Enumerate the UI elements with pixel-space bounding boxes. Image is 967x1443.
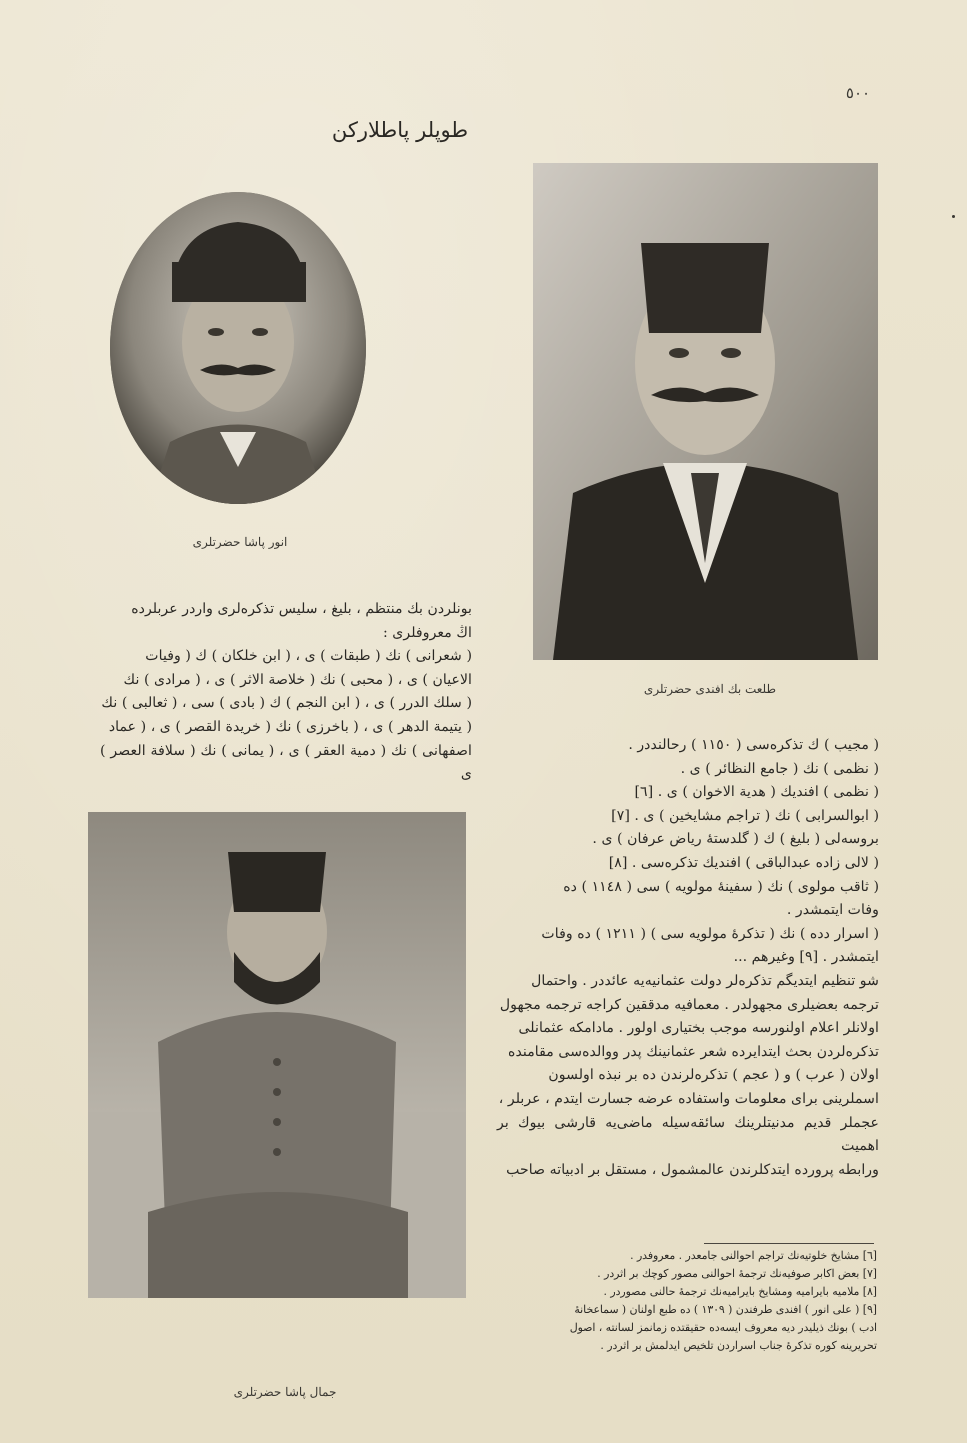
text-line: اصفهانی ) نك ( دمية العقر ) ی ، ( يمانی ) نك ( سلافة العصر ) ی	[100, 742, 472, 783]
page-title: طوپلر پاطلاركن	[331, 118, 469, 142]
text-line: ( نظمی ) افنديك ( هدية الاخوان ) ی . [٦]	[634, 784, 879, 801]
footnote-divider	[704, 1243, 874, 1244]
portrait-cemal	[88, 812, 466, 1298]
page-number: ٥٠٠	[845, 84, 871, 102]
text-line: ( يتيمة الدهر ) ی ، ( باخرزی ) نك ( خريدة القصر ) ی ، ( عماد	[108, 718, 472, 735]
left-column-text	[100, 598, 472, 787]
text-line: عجملر قديم مدنيتلرينك سائقه‌سيله ماضی‌يه قارشی بيوك بر اهميت	[497, 1114, 879, 1155]
caption-enver: انور پاشا حضرتلری	[192, 535, 288, 549]
text-line: تذكره‌لردن بحث ايتدايرده شعر عثمانينك پدر ووالده‌سی مقامنده	[508, 1043, 879, 1060]
text-line: وفات ايتمشدر .	[786, 902, 879, 919]
text-line: ( مجيب ) ك تذكره‌سی ( ١١٥٠ ) رحالنددر .	[628, 737, 879, 753]
footnote: [٧] بعض اكابر صوفيه‌نك ترجمهٔ احوالنی مصور كوچك بر اثردر .	[597, 1267, 877, 1280]
text-line: ترجمه بعضيلری مجهولدر . معمافيه مدققين كراجه ترجمه مجهول	[499, 996, 879, 1013]
text-line: ( ابوالسرابی ) نك ( تراجم مشايخين ) ی . [٧]	[611, 807, 879, 824]
text-line: اسملرينی برای معلومات واستفاده عرضه جسارت ايتدم ، عربلر ،	[498, 1090, 879, 1107]
caption-cemal: جمال پاشا حضرتلری	[233, 1385, 337, 1399]
text-line: ورابطه پرورده ايتدكلرندن عالمشمول ، مستقل بر ادبياته صاحب	[506, 1161, 879, 1178]
footnote: [٨] ملاميه بايراميه ومشايخ بايراميه‌نك ترجمهٔ حالنی مصوردر .	[603, 1285, 877, 1298]
text-line: بونلردن بك منتظم ، بليغ ، سليس تذكره‌لری واردر عربلرده	[131, 601, 472, 617]
footnote: [٩] ( علی انور ) افندی طرفندن ( ١٣٠٩ ) ده طبع اولنان ( سماعخانهٔ	[574, 1303, 877, 1316]
text-line: ( لالی زاده عبدالباقی ) افنديك تذكره‌سی . [٨]	[608, 854, 879, 871]
text-line: اولانلر اعلام اولنورسه موجب بختياری اولور . مادامكه عثمانلی	[518, 1020, 879, 1037]
text-line: ( اسرار دده ) نك ( تذكرهٔ مولويه سی ) ( ١٢١١ ) ده وفات	[541, 925, 879, 942]
text-line: الاعيان ) ی ، ( محبی ) نك ( خلاصة الاثر ) ی ، ( مرادی ) نك	[123, 671, 472, 688]
footnote: تحريرينه كوره تذكرهٔ جناب اسراردن تلخيص ايدلمش بر اثردر .	[600, 1339, 877, 1352]
portrait-talat	[533, 163, 878, 660]
caption-talat: طلعت بك افندی حضرتلری	[643, 682, 777, 696]
footnote: ادب ) بونك ذيليدر ديه معروف ايسه‌ده حقيقتده زمانمز لسانته ، اصول	[569, 1321, 877, 1334]
footnote: [٦] مشايخ خلوتيه‌نك تراجم احوالنی جامعدر . معروفدر .	[630, 1249, 877, 1262]
text-line: ( شعرانی ) نك ( طبقات ) ی ، ( ابن خلكان ) ك ( وفيات	[145, 648, 472, 665]
text-line: بروسه‌لی ( بليغ ) ك ( گلدستهٔ رياض عرفان ) ی .	[592, 831, 879, 848]
text-line: ايتمشدر . [٩] وغيرهم ...	[733, 949, 879, 966]
text-line: ( سلك الدرر ) ی ، ( ابن النجم ) ك ( بادی ) سی ، ( ثعالبی ) نك	[101, 695, 472, 712]
text-line: ( نظمی ) نك ( جامع النظائر ) ی .	[680, 760, 879, 777]
right-column-text	[497, 734, 879, 1182]
margin-mark	[952, 215, 955, 218]
text-line: اڭ معروفلری :	[383, 624, 472, 641]
footnotes	[497, 1247, 877, 1355]
portrait-enver	[110, 192, 366, 504]
text-line: اولان ( عرب ) و ( عجم ) تذكره‌لرندن ده بر نبذه اولسون	[548, 1067, 879, 1084]
text-line: ( ثاقب مولوی ) نك ( سفينهٔ مولويه ) سی ( ١١٤٨ ) ده	[563, 878, 879, 895]
text-line: شو تنظيم ايتديگم تذكره‌لر دولت عثمانيه‌يه عائددر . واحتمال	[531, 972, 879, 989]
